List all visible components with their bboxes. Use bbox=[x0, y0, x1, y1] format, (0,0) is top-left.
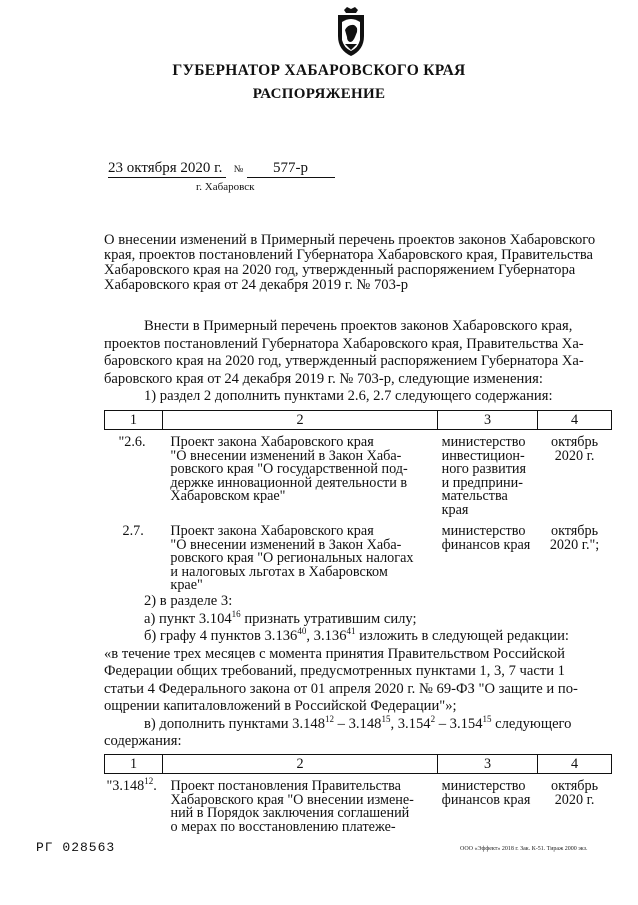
table-header-cell: 3 bbox=[438, 755, 538, 774]
row-number: 2.7. bbox=[122, 523, 144, 539]
row-title-line: Проект постановления Правительства bbox=[170, 778, 401, 794]
table-header-cell: 1 bbox=[105, 755, 163, 774]
document-date: 23 октября 2020 г. bbox=[108, 160, 226, 178]
row-term-line: 2020 г."; bbox=[549, 536, 600, 553]
row-title-line: Проект закона Хабаровского края bbox=[170, 434, 374, 450]
row-title bbox=[162, 774, 437, 835]
row-title-line: о мерах по восстановлению платеже- bbox=[170, 818, 396, 835]
table-row bbox=[105, 517, 612, 593]
item-2b-text: , 3.136 bbox=[306, 628, 347, 644]
intro-line: баровского края от 24 декабря 2019 г. № 703-р, следующие изменения: bbox=[104, 370, 543, 387]
number-sign: № bbox=[233, 164, 244, 175]
row-executor-line: финансов края bbox=[441, 791, 531, 808]
item-2a-text: признать утратившим силу; bbox=[240, 610, 417, 627]
item-2c-text: – 3.154 bbox=[435, 715, 483, 732]
amendments-table-2 bbox=[104, 754, 612, 834]
table-row bbox=[105, 774, 612, 835]
amendments-table-1 bbox=[104, 410, 612, 593]
superscript: 41 bbox=[346, 626, 356, 636]
superscript: 12 bbox=[325, 713, 334, 724]
item-2b-text: б) графу 4 пунктов 3.136 bbox=[144, 628, 298, 644]
table-header-cell: 4 bbox=[538, 755, 612, 774]
intro-line: баровского края на 2020 год, утвержденный распоряжением Губернатора Ха- bbox=[104, 353, 584, 369]
table-header-cell: 3 bbox=[438, 411, 538, 430]
row-term-line: 2020 г. bbox=[554, 791, 595, 808]
subject-line: О внесении изменений в Примерный перечень проектов законов Хабаровского bbox=[104, 232, 596, 248]
row-executor-line: ного развития bbox=[441, 461, 527, 477]
item-2c bbox=[104, 713, 612, 734]
row-title-line: ровского края "О региональных налогах bbox=[170, 550, 414, 566]
subject-line: Хабаровского края на 2020 год, утвержденный распоряжением Губернатора bbox=[104, 262, 576, 278]
table-header-cell: 1 bbox=[105, 411, 163, 430]
row-executor bbox=[438, 430, 538, 518]
item-2: 2) в разделе 3: bbox=[144, 593, 233, 609]
row-term bbox=[538, 430, 612, 518]
row-executor-line: и предприни- bbox=[441, 474, 523, 491]
item-2a bbox=[104, 608, 612, 629]
row-executor-line: финансов края bbox=[441, 536, 531, 553]
table-header-cell: 2 bbox=[162, 755, 437, 774]
row-executor bbox=[438, 517, 538, 593]
row-number bbox=[105, 774, 163, 835]
superscript: 2 bbox=[430, 713, 436, 724]
table-header-cell: 2 bbox=[162, 411, 437, 430]
row-title-line: "О внесении изменений в Закон Хаба- bbox=[170, 536, 402, 553]
quoted-line: ощрении капиталовложений в Российской Федерации"»; bbox=[104, 698, 457, 714]
serial-number: РГ 028563 bbox=[36, 840, 116, 855]
document-date-line bbox=[108, 160, 335, 178]
printer-info: ООО «Эффект» 2018 г. Зак. К-51. Тираж 2000 экз. bbox=[460, 846, 588, 852]
superscript: 16 bbox=[231, 608, 241, 619]
item-2a-text: а) пункт 3.104 bbox=[144, 610, 232, 627]
row-title-line: Хабаровского края "О внесении измене- bbox=[170, 791, 414, 808]
table-header-row bbox=[105, 411, 612, 430]
item-2b-text: изложить в следующей редакции: bbox=[355, 628, 569, 644]
document-subject bbox=[104, 233, 612, 293]
city: г. Хабаровск bbox=[196, 181, 255, 193]
intro-paragraph bbox=[104, 318, 612, 406]
row-term-line: 2020 г. bbox=[554, 447, 595, 464]
row-title-line: Хабаровском крае" bbox=[170, 488, 286, 504]
row-executor-line: края bbox=[441, 501, 469, 518]
item-2b bbox=[104, 628, 612, 646]
intro-line: Внести в Примерный перечень проектов законов Хабаровского края, bbox=[144, 318, 573, 334]
table-header-row bbox=[105, 755, 612, 774]
row-number: "2.6. bbox=[118, 434, 146, 450]
row-number-text: . bbox=[153, 778, 157, 794]
superscript: 15 bbox=[381, 713, 391, 724]
row-title-line: ний в Порядок заключения соглашений bbox=[170, 805, 410, 821]
intro-line: проектов постановлений Губернатора Хабаровского края, Правительства Ха- bbox=[104, 335, 584, 352]
item-2c-continued: содержания: bbox=[104, 733, 182, 749]
item-1: 1) раздел 2 дополнить пунктами 2.6, 2.7 следующего содержания: bbox=[144, 388, 553, 404]
row-term-line: октябрь bbox=[550, 434, 599, 450]
row-title bbox=[162, 517, 437, 593]
row-title-line: крае" bbox=[170, 577, 203, 593]
item-2c-text: – 3.148 bbox=[334, 715, 382, 732]
item-2c-text: , 3.154 bbox=[390, 715, 431, 732]
row-term-line: октябрь bbox=[550, 778, 599, 794]
row-title bbox=[162, 430, 437, 518]
superscript: 12 bbox=[144, 776, 154, 786]
row-number-text: "3.148 bbox=[106, 778, 145, 794]
item-2-block bbox=[104, 593, 612, 751]
row-executor-line: инвестицион- bbox=[441, 447, 525, 464]
document-type: РАСПОРЯЖЕНИЕ bbox=[252, 86, 386, 102]
row-executor-line: министерство bbox=[441, 434, 526, 450]
row-executor-line: министерство bbox=[441, 523, 526, 539]
row-executor bbox=[438, 774, 538, 835]
quoted-line: Федерации общих требований, предусмотренных пунктами 1, 3, 7 части 1 bbox=[104, 663, 565, 679]
row-title-line: держке инновационной деятельности в bbox=[170, 474, 408, 491]
row-executor-line: мательства bbox=[441, 488, 508, 504]
row-title-line: и налоговых льготах в Хабаровском bbox=[170, 563, 388, 580]
row-title-line: Проект закона Хабаровского края bbox=[170, 523, 374, 539]
authority-title: ГУБЕРНАТОР ХАБАРОВСКОГО КРАЯ bbox=[172, 62, 466, 79]
row-term bbox=[538, 517, 612, 593]
coat-of-arms-emblem bbox=[330, 6, 372, 58]
table-header-cell: 4 bbox=[538, 411, 612, 430]
quoted-line: «в течение трех месяцев с момента принятия Правительством Российской bbox=[104, 645, 565, 662]
item-2c-text: в) дополнить пунктами 3.148 bbox=[144, 715, 325, 732]
row-title-line: ровского края "О государственной под- bbox=[170, 461, 408, 477]
row-term-line: октябрь bbox=[550, 523, 599, 539]
superscript: 15 bbox=[482, 713, 492, 724]
row-term bbox=[538, 774, 612, 835]
row-executor-line: министерство bbox=[441, 778, 526, 794]
superscript: 40 bbox=[297, 626, 307, 636]
table-row bbox=[105, 430, 612, 518]
subject-line: Хабаровского края от 24 декабря 2019 г. № 703-р bbox=[104, 277, 409, 293]
item-2c-text: следующего bbox=[491, 715, 572, 732]
row-title-line: "О внесении изменений в Закон Хаба- bbox=[170, 447, 402, 464]
document-number: 577-р bbox=[247, 160, 335, 178]
subject-line: края, проектов постановлений Губернатора Хабаровского края, Правительства bbox=[104, 247, 594, 263]
quoted-line: статьи 4 Федерального закона от 01 апреля 2020 г. № 69-ФЗ "О защите и по- bbox=[104, 680, 578, 697]
